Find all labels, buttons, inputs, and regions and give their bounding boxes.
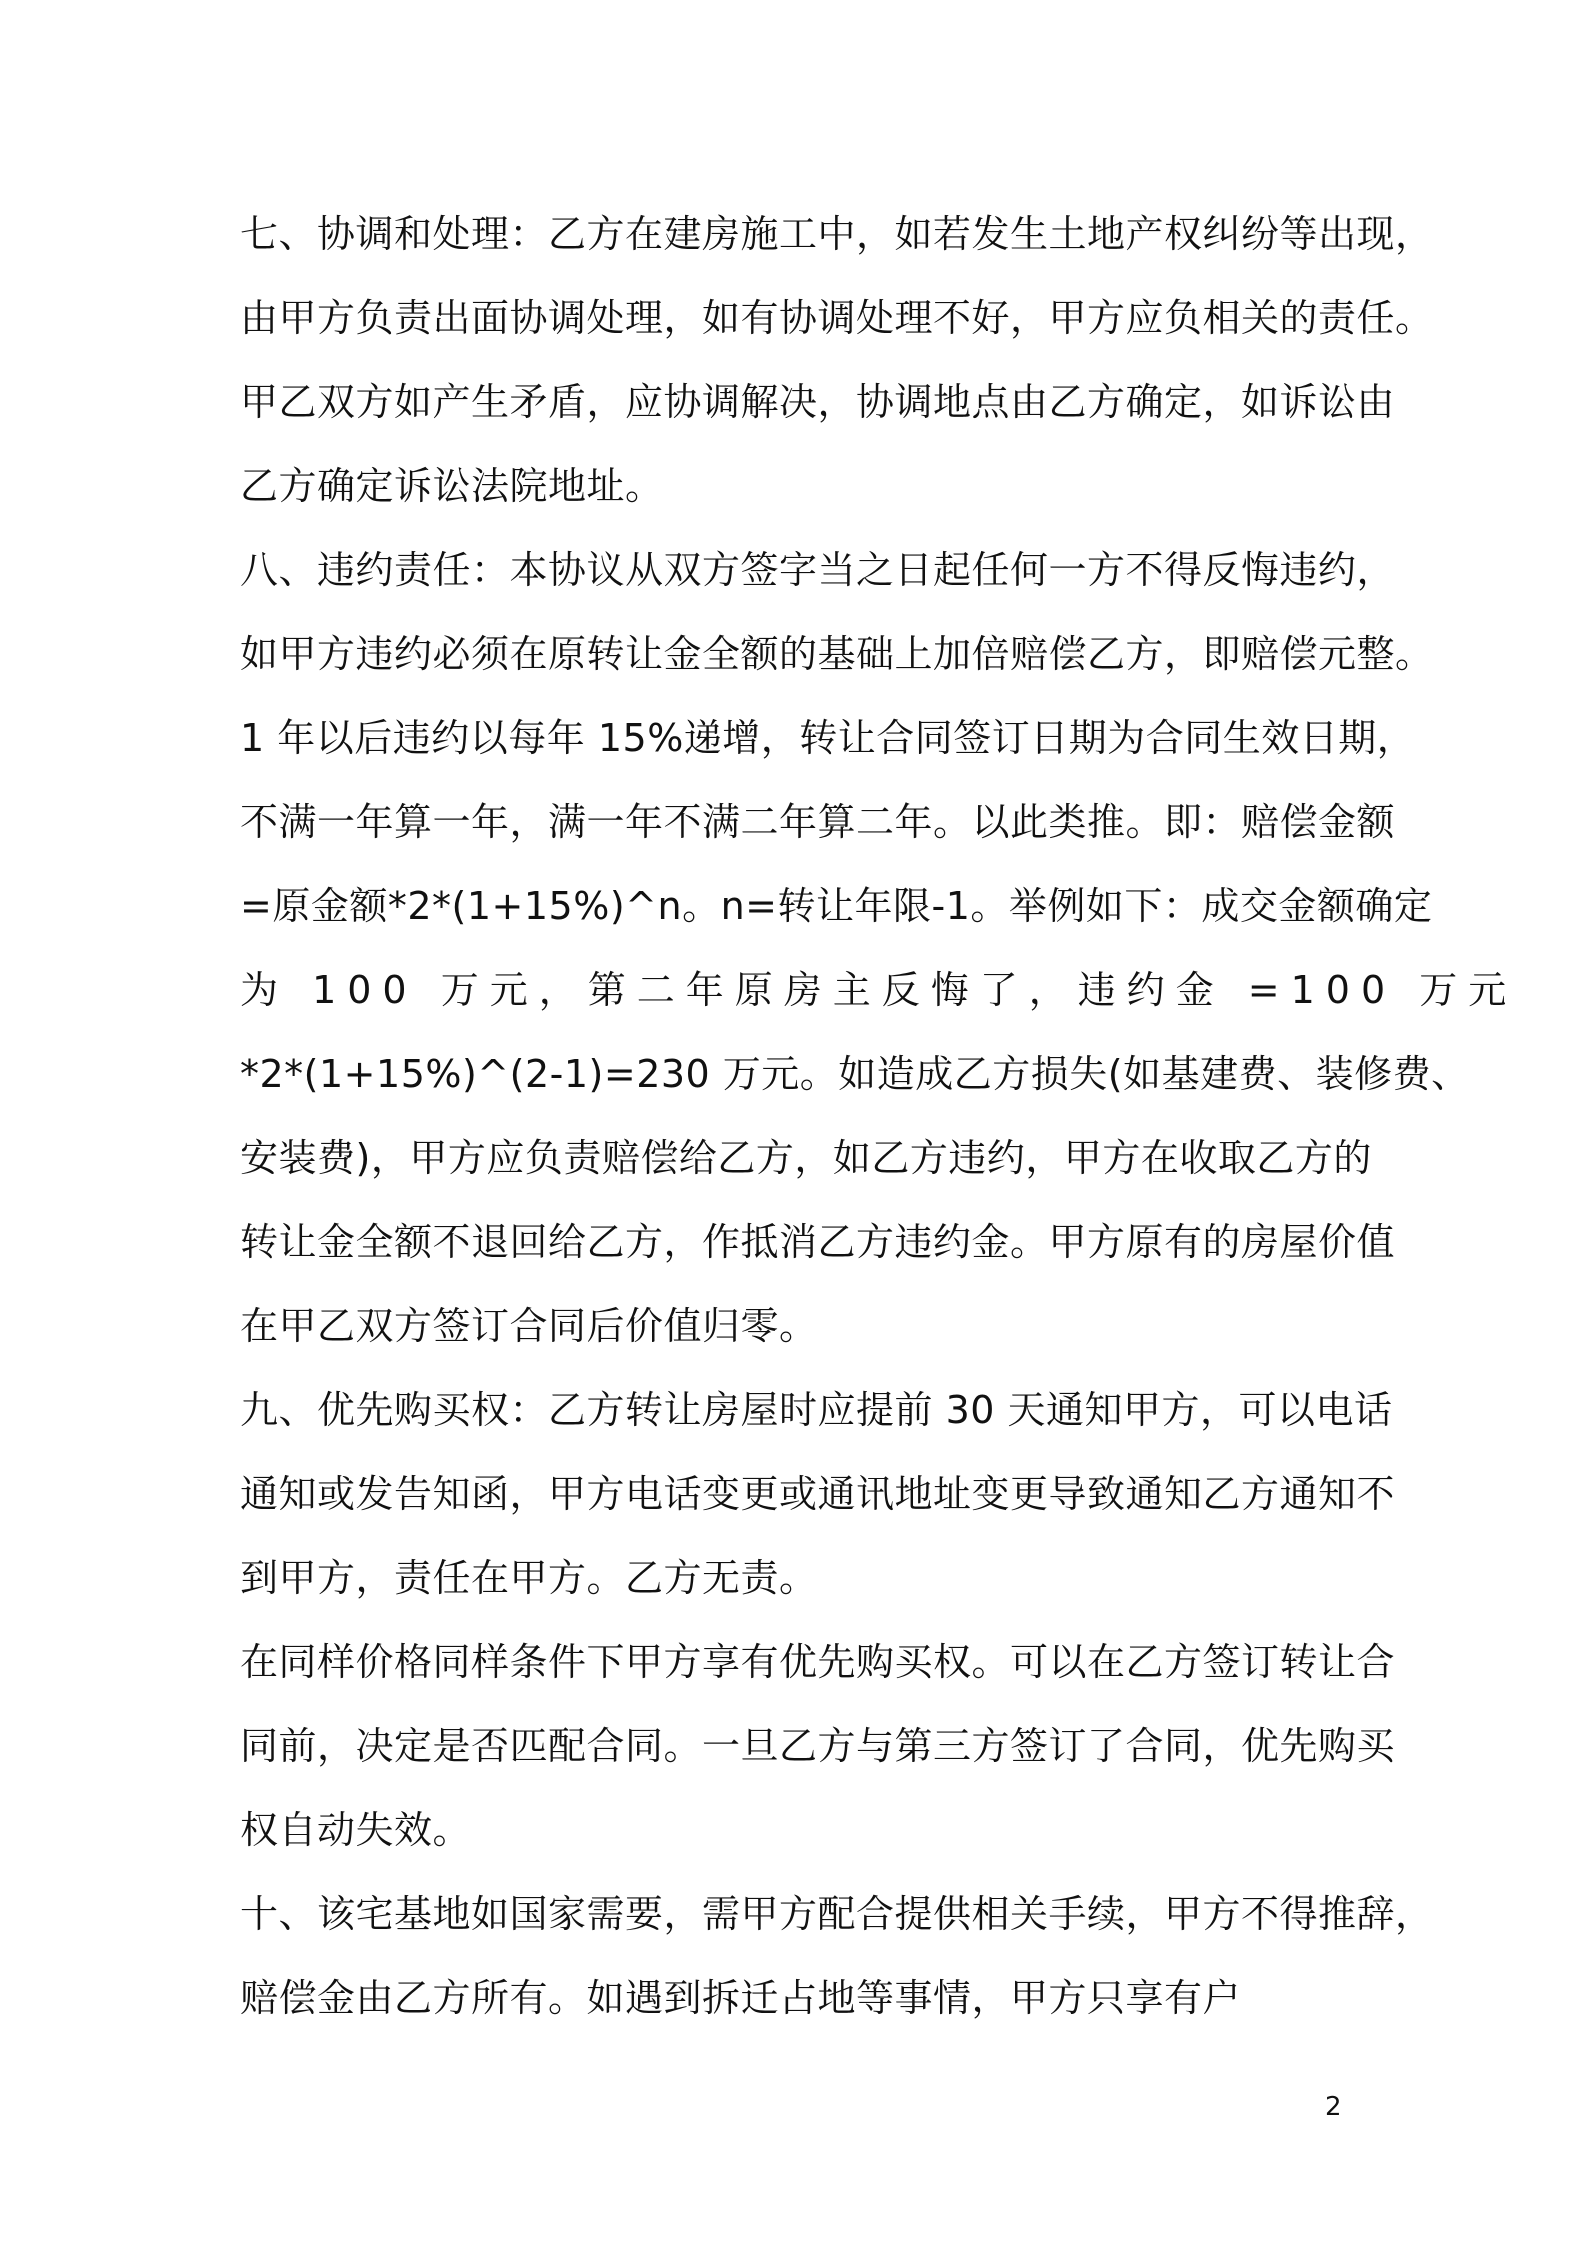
text-line: 赔偿金由乙方所有。如遇到拆迁占地等事情，甲方只享有户 [240,1976,1242,2020]
text-line: 在甲乙双方签订合同后价值归零。 [240,1304,818,1348]
text-line: 同前，决定是否匹配合同。一旦乙方与第三方签订了合同，优先购买 [240,1724,1396,1768]
text-line: 通知或发告知函，甲方电话变更或通讯地址变更导致通知乙方通知不 [240,1472,1396,1516]
text-line: 在同样价格同样条件下甲方享有优先购买权。可以在乙方签订转让合 [240,1640,1396,1684]
text-line: 为 100 万元，第二年原房主反悔了，违约金 =100 万元 [240,968,1518,1012]
text-line: 七、协调和处理：乙方在建房施工中，如若发生土地产权纠纷等出现， [240,212,1434,256]
document-body [240,192,1518,2040]
text-line: 乙方确定诉讼法院地址。 [240,464,664,508]
text-line: 1 年以后违约以每年 15%递增，转让合同签订日期为合同生效日期， [240,716,1416,760]
text-line: 到甲方，责任在甲方。乙方无责。 [240,1556,818,1600]
text-line: 甲乙双方如产生矛盾，应协调解决，协调地点由乙方确定，如诉讼由 [240,380,1396,424]
text-line: 九、优先购买权：乙方转让房屋时应提前 30 天通知甲方，可以电话 [240,1388,1393,1432]
text-line: *2*(1+15%)^(2-1)=230 万元。如造成乙方损失(如基建费、装修费、 [240,1052,1470,1096]
text-line: 转让金全额不退回给乙方，作抵消乙方违约金。甲方原有的房屋价值 [240,1220,1396,1264]
text-line: 不满一年算一年，满一年不满二年算二年。以此类推。即：赔偿金额 [240,800,1396,844]
text-line: 权自动失效。 [240,1808,472,1852]
text-line: 由甲方负责出面协调处理，如有协调处理不好，甲方应负相关的责任。 [240,296,1434,340]
page-number: 2 [1325,2092,1342,2122]
text-line: 八、违约责任：本协议从双方签字当之日起任何一方不得反悔违约， [240,548,1396,592]
text-line: =原金额*2*(1+15%)^n。n=转让年限-1。举例如下：成交金额确定 [240,884,1433,928]
text-line: 安装费)，甲方应负责赔偿给乙方，如乙方违约，甲方在收取乙方的 [240,1136,1372,1180]
text-line: 十、该宅基地如国家需要，需甲方配合提供相关手续，甲方不得推辞， [240,1892,1434,1936]
text-line: 如甲方违约必须在原转让金全额的基础上加倍赔偿乙方，即赔偿元整。 [240,632,1434,676]
